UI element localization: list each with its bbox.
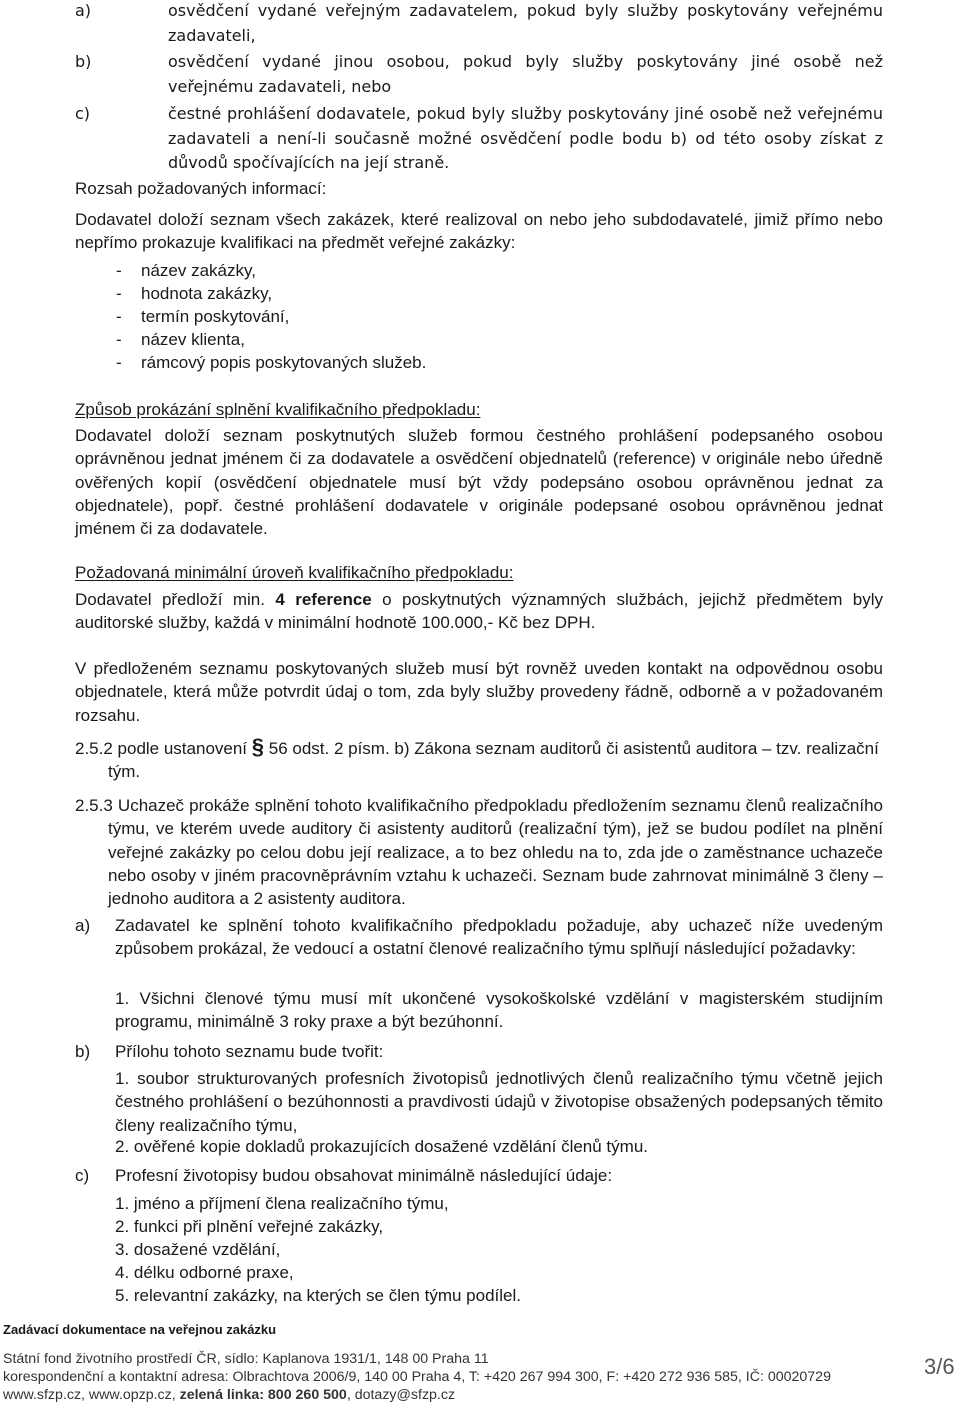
sub-c-item: 4. délku odborné praxe,	[115, 1263, 294, 1282]
sub-b-item-1: 1. soubor strukturovaných profesních životopisů jednotlivých členů realizačního týmu včetně jejich čestného prohlášení o bezúhonnosti a pravdivosti údajů v životopise obsažených podepsaných těmito členy realizačního týmu,	[115, 1069, 883, 1135]
uroven-heading: Požadovaná minimální úroveň kvalifikačního předpokladu:	[75, 563, 514, 582]
zpusob-text: Dodavatel doloží seznam poskytnutých služeb formou čestného prohlášení podepsaného osobou oprávněnou jednat jménem či za dodavatele a osvědčení objednatelů (reference) v originále nebo úředně ověřených kopií (osvědčení objednatele musí být vždy podepsáno osobou oprávněnou jednat za objednatele), popř. čestné prohlášení dodavatele v originále podepsané osobou oprávněnou jednat jménem či za dodavatele.	[75, 426, 883, 539]
sub-c-item: 3. dosažené vzdělání,	[115, 1240, 281, 1259]
list-text-b: osvědčení vydané jinou osobou, pokud byly služby poskytovány jiné osobě než veřejnému zadavateli, nebo	[168, 52, 883, 96]
footer-links: www.sfzp.cz, www.opzp.cz,	[3, 1387, 180, 1403]
section-252	[75, 734, 883, 784]
uroven-text-after: o poskytnutých významných službách, jejichž předmětem byly auditorské služby, každá v minimální hodnotě 100.000,- Kč bez DPH.	[75, 590, 883, 633]
sub-label-c: c)	[75, 1166, 90, 1185]
paragraph-symbol: §	[251, 734, 265, 759]
sub-text-a: Zadavatel ke splnění tohoto kvalifikačního předpokladu požaduje, aby uchazeč níže uvedeným způsobem prokázal, že vedoucí a ostatní členové realizačního týmu splňují následující požadavky:	[115, 916, 883, 959]
sub-text-b: Přílohu tohoto seznamu bude tvořit:	[115, 1042, 384, 1061]
sub-c-item: 5. relevantní zakázky, na kterých se člen týmu podílel.	[115, 1286, 521, 1305]
list-label-c: c)	[75, 104, 91, 123]
sub-text-c: Profesní životopisy budou obsahovat minimálně následující údaje:	[115, 1166, 613, 1185]
rozsah-item: hodnota zakázky,	[141, 284, 273, 303]
sub-c-item: 2. funkci při plnění veřejné zakázky,	[115, 1217, 384, 1236]
sub-a-item-1: 1. Všichni členové týmu musí mít ukončené vysokoškolské vzdělání v magisterském studijním programu, minimálně 3 roky praxe a být bezúhonní.	[115, 989, 883, 1032]
rozsah-heading: Rozsah požadovaných informací:	[75, 179, 327, 198]
dash-1: -	[116, 261, 122, 280]
footer-line-1: Státní fond životního prostředí ČR, sídlo: Kaplanova 1931/1, 148 00 Praha 11	[3, 1351, 489, 1367]
rozsah-item: rámcový popis poskytovaných služeb.	[141, 353, 427, 372]
section-252-text-after: 56 odst. 2 písm. b) Zákona seznam auditorů či asistentů auditora – tzv. realizační tým.	[108, 739, 879, 782]
footer-line-2: korespondenční a kontaktní adresa: Olbrachtova 2006/9, 140 00 Praha 4, T: +420 267 994 300, F: +420 272 936 585, IČ: 00020729	[3, 1369, 831, 1385]
list-label-b: b)	[75, 52, 92, 71]
page-number: 3/6	[924, 1354, 955, 1379]
section-253-number: 2.5.3	[75, 796, 113, 815]
dash-2: -	[116, 284, 122, 303]
list-label-a: a)	[75, 1, 92, 20]
footer-line-3	[3, 1386, 903, 1404]
footer-email: , dotazy@sfzp.cz	[346, 1387, 456, 1403]
rozsah-item: název zakázky,	[141, 261, 256, 280]
zpusob-heading: Způsob prokázání splnění kvalifikačního předpokladu:	[75, 400, 481, 419]
sub-c-item: 1. jméno a příjmení člena realizačního týmu,	[115, 1194, 449, 1213]
footer-title: Zadávací dokumentace na veřejnou zakázku	[3, 1322, 277, 1337]
footer-contact	[3, 1350, 903, 1404]
sub-label-b: b)	[75, 1042, 91, 1061]
uroven-text-before: Dodavatel předloží min.	[75, 590, 276, 609]
sub-b-item-2: 2. ověřené kopie dokladů prokazujících dosažené vzdělání členů týmu.	[115, 1137, 648, 1156]
section-252-text-before: podle ustanovení	[112, 739, 252, 758]
sub-label-a: a)	[75, 916, 91, 935]
rozsah-intro: Dodavatel doloží seznam všech zakázek, které realizoval on nebo jeho subdodavatelé, jimiž přímo nebo nepřímo prokazuje kvalifikaci na předmět veřejné zakázky:	[75, 210, 883, 253]
section-253	[75, 794, 883, 910]
uroven-text	[75, 588, 883, 635]
dash-4: -	[116, 330, 122, 349]
dash-5: -	[116, 353, 122, 372]
list-text-c: čestné prohlášení dodavatele, pokud byly služby poskytovány jiné osobě než veřejnému zadavateli a není-li současně možné osvědčení podle bodu b) od této osoby získat z důvodů spočívajících na její straně.	[168, 104, 883, 172]
section-252-number: 2.5.2	[75, 739, 113, 758]
dash-3: -	[116, 307, 122, 326]
list-text-a: osvědčení vydané veřejným zadavatelem, pokud byly služby poskytovány veřejnému zadavateli,	[168, 1, 883, 45]
footer-green-line: zelená linka: 800 260 500	[179, 1387, 347, 1403]
rozsah-item: termín poskytování,	[141, 307, 290, 326]
uroven-para2: V předloženém seznamu poskytovaných služeb musí být rovněž uveden kontakt na odpovědnou osobu objednatele, která může potvrdit údaj o tom, zda byly služby provedeny řádně, odborně a v požadovaném rozsahu.	[75, 659, 883, 725]
section-253-text: Uchazeč prokáže splnění tohoto kvalifikačního předpokladu předložením seznamu členů realizačního týmu, ve kterém uvede auditory či asistenty auditorů (realizační tým), jež se budou podílet na plnění veřejné zakázky po celou dobu její realizace, a to bez ohledu na to, zda jde o zaměstnance uchazeče nebo osoby v jiném pracovněprávním vztahu k uchazeči. Seznam bude zahrnovat minimálně 3 členy – jednoho auditora a 2 asistenty auditora.	[108, 796, 883, 909]
uroven-text-bold: 4 reference	[275, 590, 372, 609]
rozsah-item: název klienta,	[141, 330, 245, 349]
